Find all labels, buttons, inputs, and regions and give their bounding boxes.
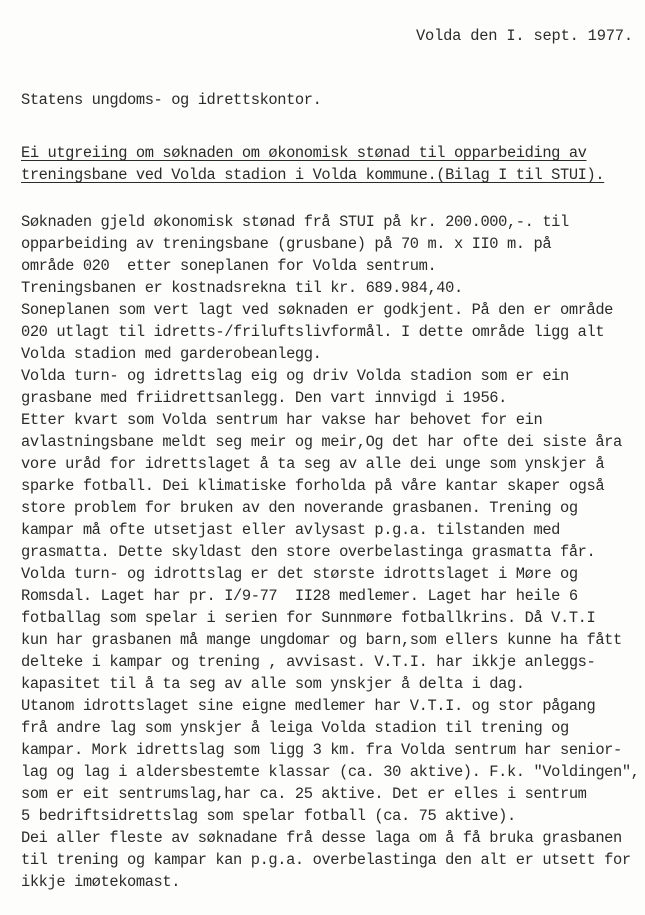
dateline: Volda den I. sept. 1977. (416, 27, 633, 45)
body-line: 020 utlagt til idretts-/friluftslivformål. I dette område ligg alt (21, 323, 605, 341)
body-line: kapasitet til å ta seg av alle som ynskjer å delta i dag. (21, 675, 525, 693)
body-line: Søknaden gjeld økonomisk stønad frå STUI på kr. 200.000,-. til (21, 213, 569, 231)
body-line: opparbeiding av treningsbane (grusbane) på 70 m. x II0 m. på (21, 235, 552, 253)
body-line: kampar. Mork idrettslag som ligg 3 km. fra Volda sentrum har senior- (21, 741, 622, 759)
body-line: Volda stadion med garderobeanlegg. (21, 345, 322, 363)
body-line: avlastningsbane meldt seg meir og meir,Og det har ofte dei siste åra (21, 433, 622, 451)
body-line: ikkje imøtekomast. (21, 873, 181, 891)
body-line: Romsdal. Laget har pr. I/9-77 II28 medlemer. Laget har heile 6 (21, 587, 578, 605)
body-line: som er eit sentrumslag,har ca. 25 aktive. Det er elles i sentrum (21, 785, 587, 803)
body-line: 5 bedriftsidrettslag som spelar fotball (ca. 75 aktive). (21, 807, 516, 825)
body-line: Dei aller fleste av søknadane frå desse laga om å få bruka grasbanen (21, 829, 622, 847)
body-line: Etter kvart som Volda sentrum har vakse har behovet for ein (21, 411, 543, 429)
body-line: grasmatta. Dette skyldast den store overbelastinga grasmatta får. (21, 543, 596, 561)
body-line: område 020 etter soneplanen for Volda sentrum. (21, 257, 437, 275)
body-line: grasbane med friidrettsanlegg. Den vart innvigd i 1956. (21, 389, 507, 407)
body-line: Treningsbanen er kostnadsrekna til kr. 689.984,40. (21, 279, 463, 297)
body-line: Utanom idrottslaget sine eigne medlemer har V.T.I. og stor pågang (21, 697, 596, 715)
body-line: kun har grasbanen må mange ungdomar og barn,som ellers kunne ha fått (21, 631, 622, 649)
body-line: sparke fotball. Dei klimatiske forholda på våre kantar skaper også (21, 477, 605, 495)
body-line: Volda turn- og idrettslag eig og driv Volda stadion som er ein (21, 367, 569, 385)
body-line: vore uråd for idrettslaget å ta seg av alle dei unge som ynskjer å (21, 455, 605, 473)
body-line: lag og lag i aldersbestemte klassar (ca. 30 aktive). F.k. "Voldingen", (21, 763, 640, 781)
subject-line: treningsbane ved Volda stadion i Volda kommune.(Bilag I til STUI). (21, 166, 605, 184)
body-line: Soneplanen som vert lagt ved søknaden er godkjent. På den er område (21, 301, 614, 319)
body-line: frå andre lag som ynskjer å leiga Volda stadion til trening og (21, 719, 569, 737)
subject-line: Ei utgreiing om søknaden om økonomisk stønad til opparbeiding av (21, 144, 587, 162)
body-line: kampar må ofte utsetjast eller avlysast p.g.a. tilstanden med (21, 521, 560, 539)
body-line: Volda turn- og idrottslag er det største idrottslaget i Møre og (21, 565, 578, 583)
body-line: store problem for bruken av den noverande grasbanen. Trening og (21, 499, 578, 517)
body-line: til trening og kampar kan p.g.a. overbelastinga den alt er utsett for (21, 851, 631, 869)
body-line: delteke i kampar og trening , avvisast. V.T.I. har ikkje anleggs- (21, 653, 596, 671)
body-line: fotballag som spelar i serien for Sunnmøre fotballkrins. Då V.T.I (21, 609, 596, 627)
recipient: Statens ungdoms- og idrettskontor. (21, 91, 322, 109)
